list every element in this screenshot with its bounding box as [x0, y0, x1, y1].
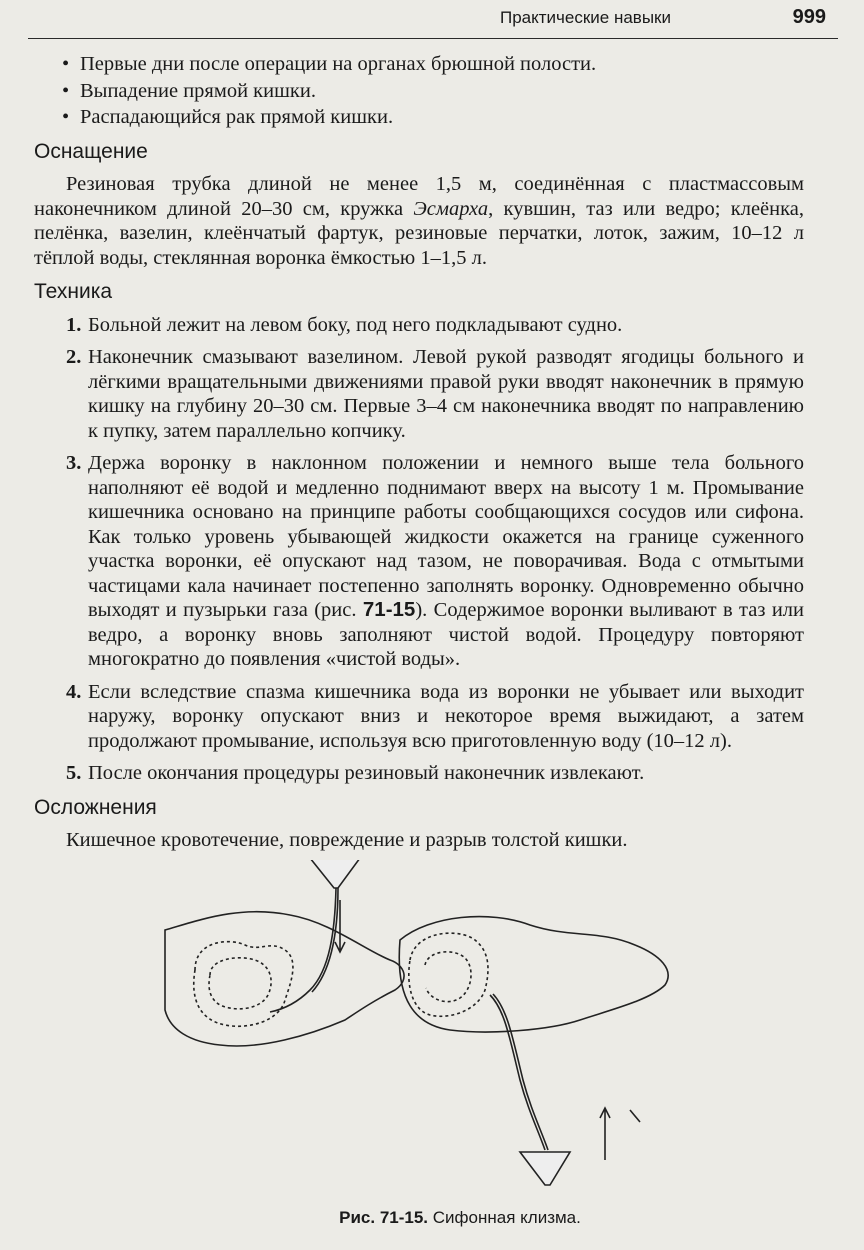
list-item: • Выпадение прямой кишки. [62, 79, 316, 102]
list-item: • Распадающийся рак прямой кишки. [62, 106, 394, 128]
left-body-outline [165, 912, 404, 1046]
header-rule [28, 38, 838, 39]
siphon-enema-illustration [160, 860, 680, 1190]
complications-heading: Осложнения [34, 795, 157, 819]
right-body-outline [399, 917, 668, 1032]
indications-list [62, 52, 804, 130]
step-item: 2. Наконечник смазывают вазелином. Левой рукой разводят ягодицы больного и лёгкими вращательными движениями правой руки вводят наконечник в прямую кишку на глубину 20–30 см. Первые 3–4 см наконечника вводят по направлению к пупку, затем параллельно копчику. [66, 346, 804, 442]
complications-paragraph: Кишечное кровотечение, повреждение и разрыв толстой кишки. [66, 829, 628, 851]
right-intestine [409, 933, 488, 1016]
left-tube [270, 888, 336, 1012]
page-number: 999 [792, 6, 826, 28]
right-funnel [520, 1152, 570, 1185]
step-item: 5. После окончания процедуры резиновый наконечник извлекают. [66, 762, 645, 784]
figure-caption: Рис. 71-15. Сифонная клизма. [339, 1208, 581, 1227]
step-item: 4. Если вследствие спазма кишечника вода из воронки не убывает или выходит наружу, воронку опускают вниз и некоторое время выжидают, а затем продолжают промывание, используя всю приготовленную воду (10–12 л). [66, 680, 804, 752]
right-arrow-icon [600, 1108, 640, 1160]
main-text [34, 52, 804, 853]
running-header-title: Практические навыки [500, 8, 671, 27]
right-tube [490, 995, 545, 1150]
equipment-paragraph: Резиновая трубка длиной не менее 1,5 м, соединённая с пластмассовым наконечником длиной 20–30 см, кружка Эсмарха, кувшин, таз или ведро; клеёнка, пелёнка, вазелин, клеёнчатый фартук, резиновые перчатки, лоток, зажим, 10–12 л тёплой воды, стеклянная воронка ёмкостью 1–1,5 л. [34, 173, 804, 269]
step-item: 1. Больной лежит на левом боку, под него подкладывают судно. [66, 313, 623, 336]
figure-reference: 71-15 [362, 598, 416, 621]
equipment-heading: Оснащение [34, 139, 148, 163]
technique-heading: Техника [34, 280, 113, 303]
left-funnel [310, 860, 360, 888]
technique-steps [34, 313, 804, 786]
list-item: • Первые дни после операции на органах брюшной полости. [62, 53, 597, 75]
step-item: 3. Держа воронку в наклонном положении и немного выше тела больного наполняют её водой и медленно поднимают вверх на высоту 1 м. Промывание кишечника основано на принципе работы сообщающихся сосудов или сифона. Как только уровень убывающей жидкости окажется на границе суженного участка воронки, её опускают над тазом, не поворачивая. Вода с отмытыми частицами кала начинает постепенно заполнять воронку. Одновременно обычно выходят и пузырьки газа (рис. 71-15). Содержимое воронки выливают в таз или ведро, а воронку вновь заполняют чистой водой. Процедуру повторяют многократно до появления «чистой воды». [66, 452, 805, 670]
